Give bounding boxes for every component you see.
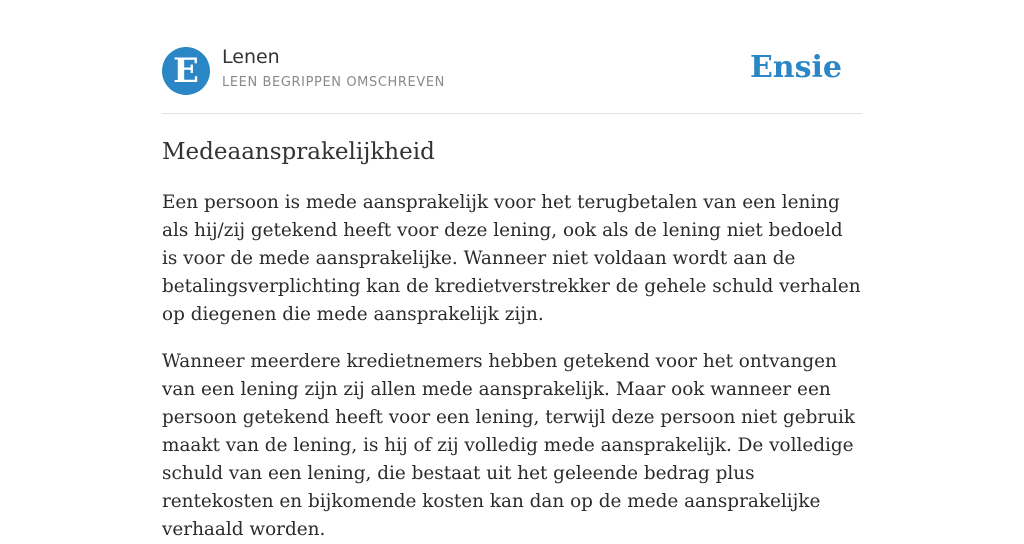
article-title: Medeaansprakelijkheid (162, 139, 435, 165)
site-logo[interactable]: E (162, 47, 210, 95)
site-title[interactable]: Lenen (222, 46, 280, 68)
site-header (162, 46, 862, 96)
article-paragraph: Een persoon is mede aansprakelijk voor het terugbetalen van een lening als hij/zij getekend heeft voor deze lening, ook als de lening niet bedoeld is voor de mede aansprakelijke. Wanneer niet voldaan wordt aan de betalingsverplichting kan de kredietverstrekker de gehele schuld verhalen op diegenen die mede aansprakelijk zijn. (162, 192, 861, 325)
article (162, 135, 862, 544)
article-paragraph: Wanneer meerdere kredietnemers hebben getekend voor het ontvangen van een lening zijn zij allen mede aansprakelijk. Maar ook wanneer een persoon getekend heeft voor een lening, terwijl deze persoon niet gebruik maakt van de lening, is hij of zij volledig mede aansprakelijk. De volledige schuld van een lening, die bestaat uit het geleende bedrag plus rentekosten en bijkomende kosten kan dan op de mede aansprakelijke verhaald worden. (162, 351, 856, 540)
brand-logo[interactable]: Ensie (749, 50, 842, 85)
header-divider (162, 113, 862, 114)
site-subtitle: LEEN BEGRIPPEN OMSCHREVEN (222, 75, 445, 90)
